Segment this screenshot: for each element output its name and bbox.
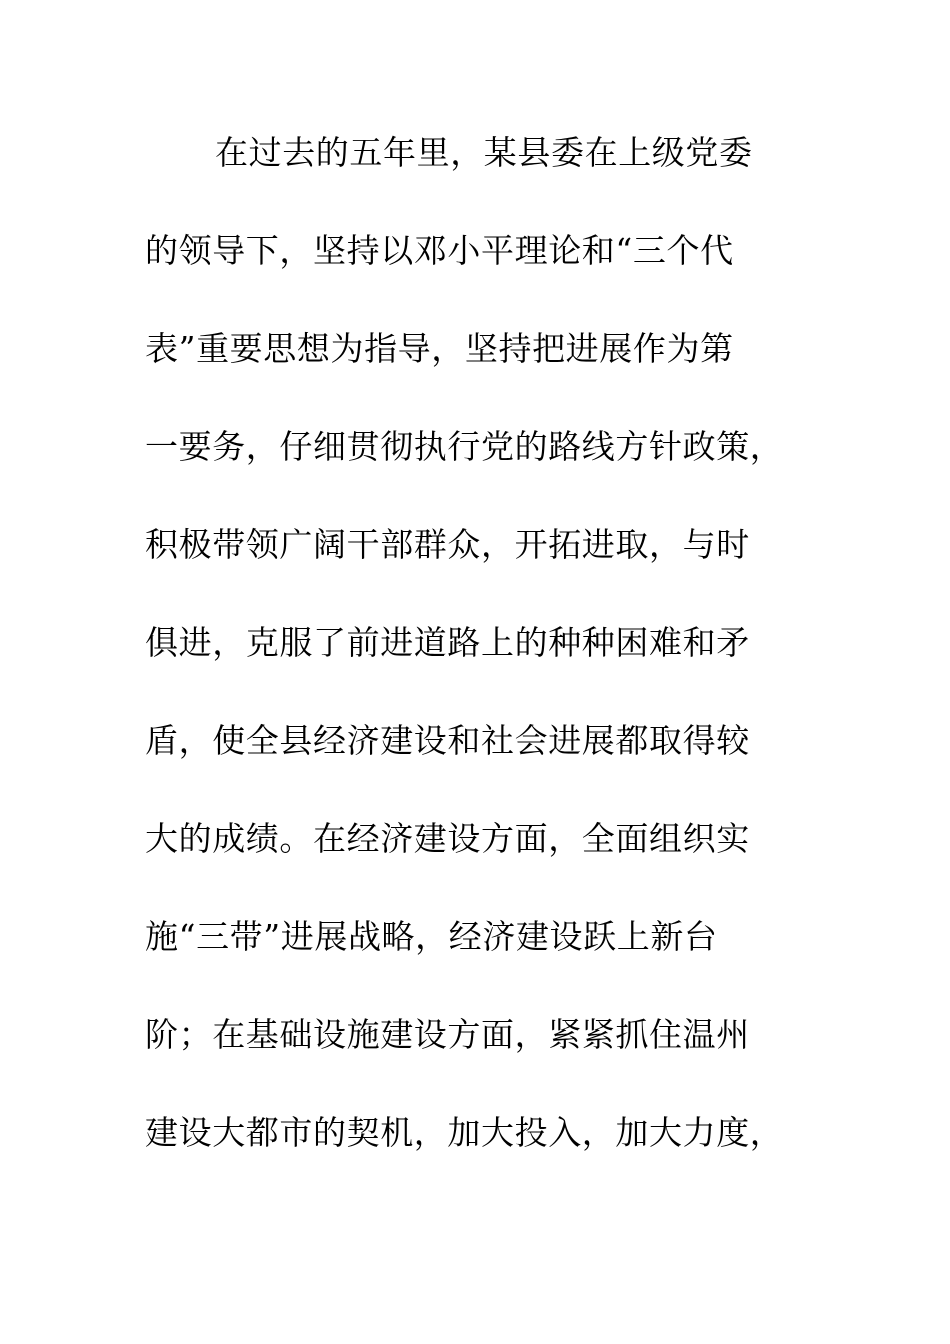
text-line: 大的成绩。在经济建设方面，全面组织实	[145, 819, 750, 858]
text-line: 建设大都市的契机，加大投入，加大力度，	[145, 1113, 784, 1152]
text-line: 积极带领广阔干部群众，开拓进取，与时	[145, 525, 750, 564]
text-line: 在过去的五年里，某县委在上级党委	[215, 133, 753, 172]
text-line: 一要务，仔细贯彻执行党的路线方针政策，	[145, 427, 784, 466]
text-line: 施“三带”进展战略，经济建设跃上新台	[145, 917, 718, 956]
body-paragraph	[145, 128, 785, 1206]
text-line: 表”重要思想为指导，坚持把进展作为第	[145, 329, 734, 368]
text-line: 盾，使全县经济建设和社会进展都取得较	[145, 721, 750, 760]
text-line: 俱进，克服了前进道路上的种种困难和矛	[145, 623, 750, 662]
text-line: 阶；在基础设施建设方面，紧紧抓住温州	[145, 1015, 750, 1054]
text-line: 的领导下，坚持以邓小平理论和“三个代	[145, 231, 734, 270]
